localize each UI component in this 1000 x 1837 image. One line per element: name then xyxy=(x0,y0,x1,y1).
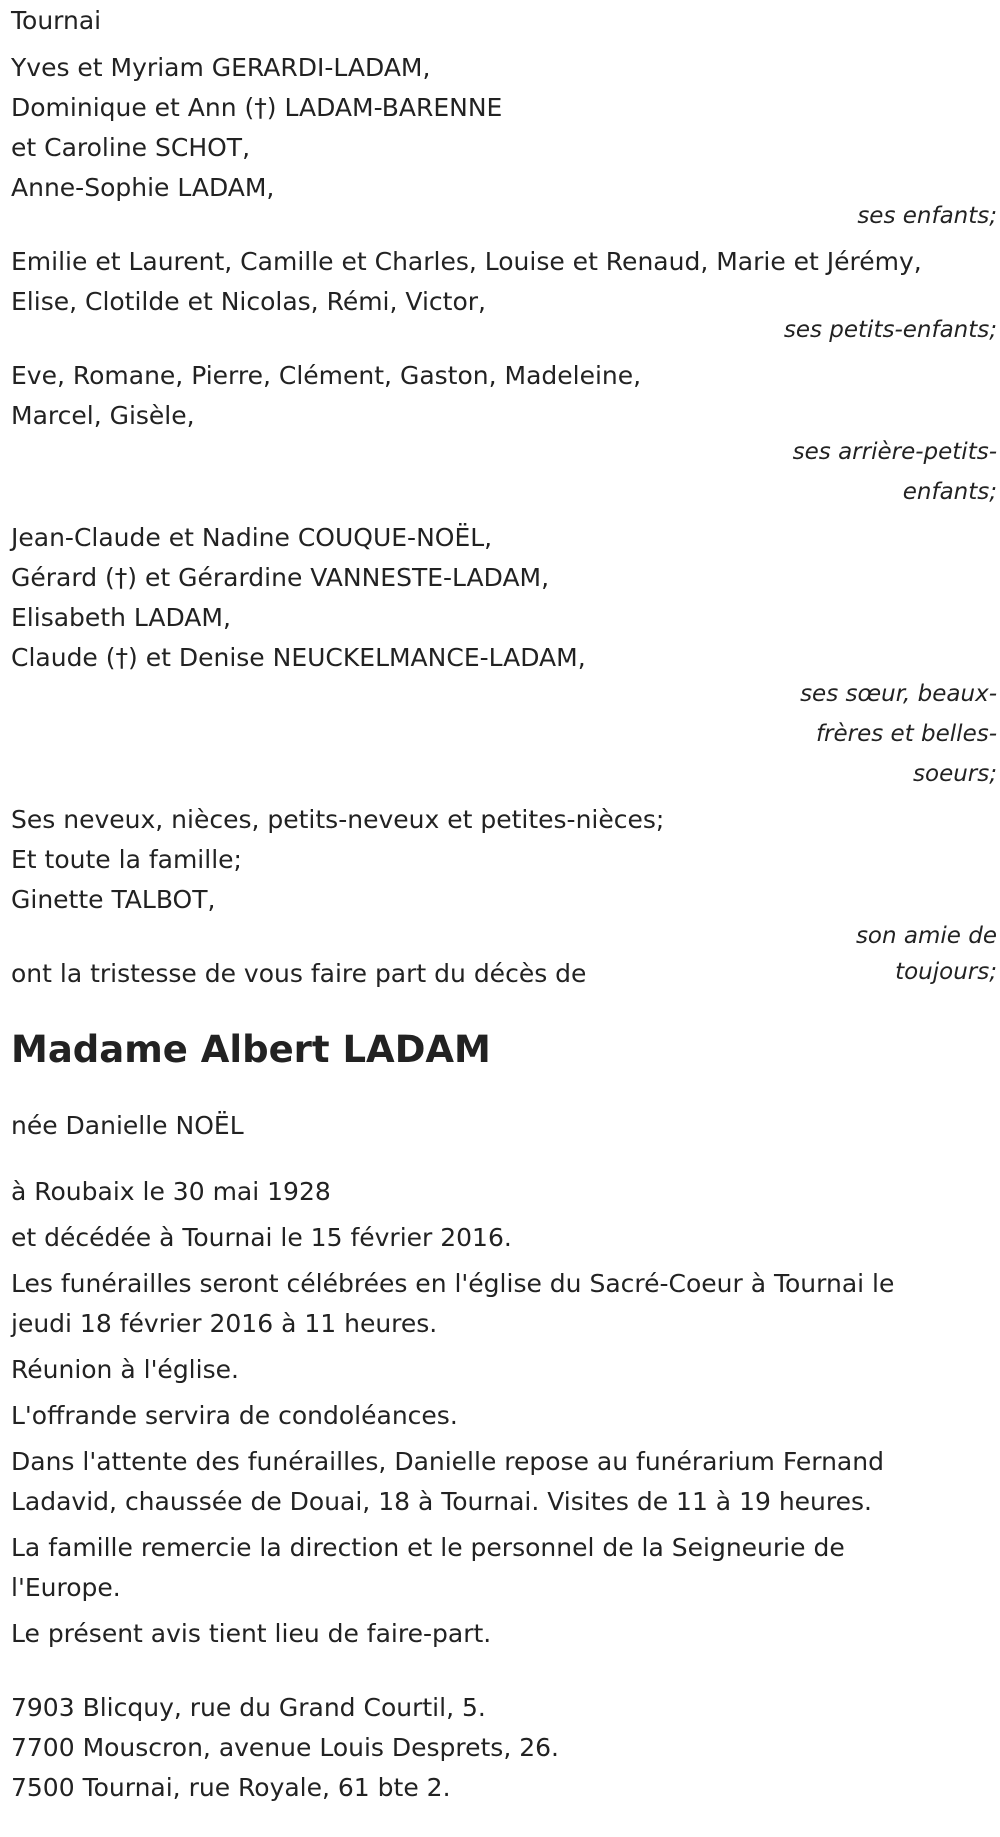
detail-line: L'offrande servira de condoléances. xyxy=(11,1401,458,1430)
city-heading: Tournai xyxy=(11,6,102,35)
relationship-label-line: ses arrière-petits- xyxy=(792,439,997,465)
relationship-label: ses petits-enfants; xyxy=(783,317,997,343)
family-line: Marcel, Gisèle, xyxy=(11,401,195,430)
detail-line: Les funérailles seront célébrées en l'église du Sacré-Coeur à Tournai le xyxy=(11,1269,895,1298)
address-line: 7500 Tournai, rue Royale, 61 bte 2. xyxy=(11,1773,451,1802)
family-line: Elisabeth LADAM, xyxy=(11,603,231,632)
family-line: Emilie et Laurent, Camille et Charles, Louise et Renaud, Marie et Jérémy, xyxy=(11,247,922,276)
children-block xyxy=(11,48,997,236)
relationship-label-line: son amie de xyxy=(855,923,997,949)
family-line: Yves et Myriam GERARDI-LADAM, xyxy=(11,53,431,82)
detail-line: Dans l'attente des funérailles, Danielle repose au funérarium Fernand xyxy=(11,1447,884,1476)
announcement-text: ont la tristesse de vous faire part du décès de xyxy=(11,959,587,988)
relationship-label: ses enfants; xyxy=(857,203,997,229)
siblings-block xyxy=(11,518,997,794)
death-info: et décédée à Tournai le 15 février 2016. xyxy=(11,1223,512,1252)
family-line: Dominique et Ann (†) LADAM-BARENNE xyxy=(11,93,503,122)
family-line: Eve, Romane, Pierre, Clément, Gaston, Madeleine, xyxy=(11,361,642,390)
extended-family-block xyxy=(11,800,997,994)
family-line: et Caroline SCHOT, xyxy=(11,133,251,162)
detail-line: jeudi 18 février 2016 à 11 heures. xyxy=(11,1309,438,1338)
family-line: Ses neveux, nièces, petits-neveux et petites-nièces; xyxy=(11,805,665,834)
detail-line: l'Europe. xyxy=(11,1573,121,1602)
relationship-label xyxy=(11,432,997,512)
deceased-name: Madame Albert LADAM xyxy=(11,1028,491,1071)
maiden-name: née Danielle NOËL xyxy=(11,1111,244,1140)
relationship-label-line: soeurs; xyxy=(913,761,997,787)
addresses-block xyxy=(11,1688,997,1808)
family-line: Anne-Sophie LADAM, xyxy=(11,173,275,202)
detail-line: Le présent avis tient lieu de faire-part. xyxy=(11,1619,492,1648)
family-line: Gérard (†) et Gérardine VANNESTE-LADAM, xyxy=(11,563,550,592)
detail-line: La famille remercie la direction et le personnel de la Seigneurie de xyxy=(11,1533,845,1562)
grandchildren-block xyxy=(11,242,997,350)
details-block xyxy=(11,1264,997,1654)
address-line: 7700 Mouscron, avenue Louis Desprets, 26. xyxy=(11,1733,559,1762)
relationship-label-line: ses sœur, beaux- xyxy=(800,681,997,707)
family-line: Claude (†) et Denise NEUCKELMANCE-LADAM, xyxy=(11,643,586,672)
relationship-label-line: frères et belles- xyxy=(815,721,997,747)
address-line: 7903 Blicquy, rue du Grand Courtil, 5. xyxy=(11,1693,486,1722)
birth-info: à Roubaix le 30 mai 1928 xyxy=(11,1177,331,1206)
detail-line: Réunion à l'église. xyxy=(11,1355,239,1384)
family-line: Ginette TALBOT, xyxy=(11,885,216,914)
obituary-notice xyxy=(11,0,997,1808)
detail-line: Ladavid, chaussée de Douai, 18 à Tournai. Visites de 11 à 19 heures. xyxy=(11,1487,872,1516)
great-grandchildren-block xyxy=(11,356,997,512)
family-line: Et toute la famille; xyxy=(11,845,242,874)
family-line: Jean-Claude et Nadine COUQUE-NOËL, xyxy=(11,523,493,552)
relationship-label-line: enfants; xyxy=(902,479,997,505)
family-line: Elise, Clotilde et Nicolas, Rémi, Victor, xyxy=(11,287,486,316)
relationship-label xyxy=(11,674,997,794)
relationship-label-line: toujours; xyxy=(895,959,997,985)
